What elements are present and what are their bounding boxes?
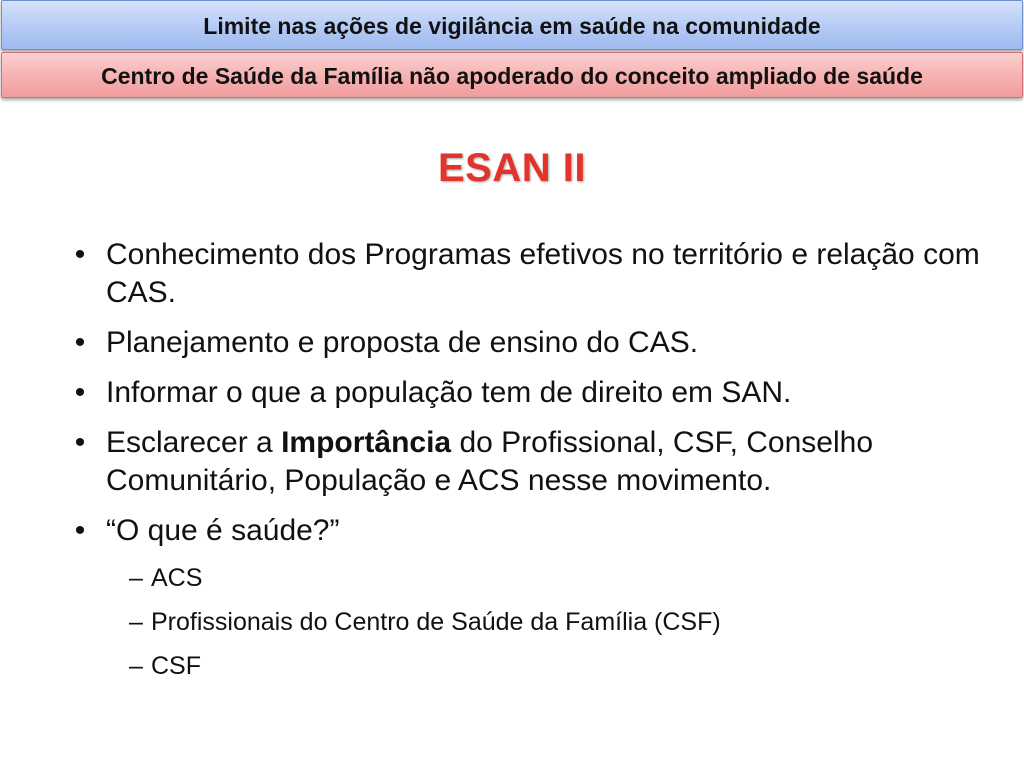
bullet-marker: •: [74, 426, 86, 459]
second-banner-text: Centro de Saúde da Família não apoderado do conceito ampliado de saúde: [101, 63, 923, 89]
dash-marker: –: [129, 564, 143, 592]
bullet-text-1: Conhecimento dos Programas efetivos no território e relação com CAS.: [106, 238, 980, 309]
sub-item-2: [70, 606, 990, 638]
sub-item-1: [70, 562, 990, 594]
bullet-text-4-prefix: Esclarecer a: [106, 426, 282, 459]
dash-marker: –: [129, 652, 143, 680]
bullet-text-2: Planejamento e proposta de ensino do CAS.: [106, 326, 699, 359]
sub-text-2: Profissionais do Centro de Saúde da Família (CSF): [151, 608, 721, 636]
slide-title: ESAN II: [438, 146, 586, 190]
sub-text-3: CSF: [151, 652, 201, 680]
bullet-item-5: [70, 512, 990, 550]
bullet-text-4-bold: Importância: [281, 426, 452, 459]
bullet-item-2: [70, 324, 990, 362]
bullet-item-4: [70, 424, 990, 500]
bullet-item-1: [70, 236, 990, 312]
bullet-text-3: Informar o que a população tem de direito em SAN.: [106, 376, 792, 409]
bullet-marker: •: [74, 326, 86, 359]
sub-text-1: ACS: [151, 564, 203, 592]
second-banner: [1, 52, 1023, 98]
sub-item-3: [70, 650, 990, 682]
top-banner-text: Limite nas ações de vigilância em saúde na comunidade: [203, 13, 821, 39]
bullet-text-4-suffix: do Profissional, CSF, Conselho Comunitário, População e ACS nesse movimento.: [106, 426, 873, 497]
bullet-marker: •: [74, 238, 86, 271]
bullet-marker: •: [74, 514, 86, 547]
dash-marker: –: [129, 608, 143, 636]
bullet-item-3: [70, 374, 990, 412]
top-banner: [1, 0, 1023, 50]
bullet-list: [70, 236, 990, 694]
bullet-text-5: “O que é saúde?”: [106, 514, 340, 547]
bullet-marker: •: [74, 376, 86, 409]
